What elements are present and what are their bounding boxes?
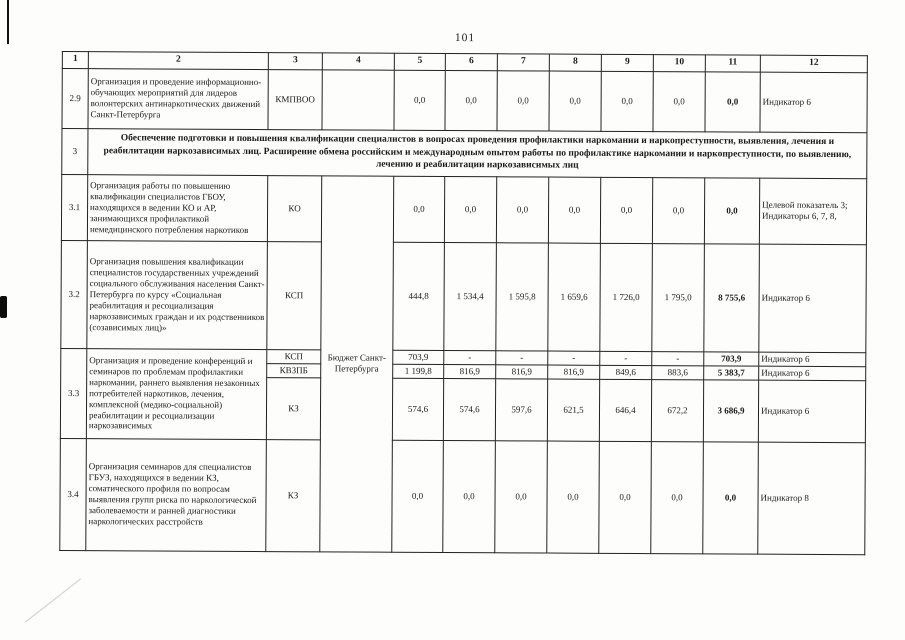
indicator-cell: Индикатор 6 xyxy=(759,244,867,353)
indicator-cell: Целевой показатель 3; Индикаторы 6, 7, 8, xyxy=(759,178,866,245)
budget-source-cell: Бюджет Санкт-Петербурга xyxy=(320,175,394,551)
scan-artifact xyxy=(0,296,7,318)
total-cell: 8 755,6 xyxy=(704,243,760,351)
value-cell: 672,2 xyxy=(651,379,703,441)
header-col: 3 xyxy=(268,53,322,70)
scan-artifact xyxy=(25,579,81,623)
table-row-3-4 xyxy=(60,438,866,554)
value-cell: 574,6 xyxy=(392,378,443,440)
indicator-cell: Индикатор 8 xyxy=(758,442,866,555)
value-cell: - xyxy=(496,350,548,364)
value-cell: 1 199,8 xyxy=(393,364,444,378)
activity-cell: Организация и проведение конференций и семинаров по проблемам профилактики наркомании, раннего выявления незаконных потребителей наркотиков, лечения, комплексной (медико-социальной) реабилитации и ресоциализации наркозависимых xyxy=(86,348,266,439)
value-cell: 703,9 xyxy=(393,350,444,364)
value-cell: 597,6 xyxy=(495,378,547,440)
table-section-row-3 xyxy=(62,128,867,178)
value-cell: 849,6 xyxy=(600,365,652,379)
page-content xyxy=(59,30,868,555)
program-activities-table xyxy=(59,51,868,555)
value-cell: 0,0 xyxy=(443,440,496,552)
row-num-cell: 2.9 xyxy=(62,68,88,128)
value-cell: 0,0 xyxy=(392,440,444,552)
row-num-cell: 3 xyxy=(62,128,88,174)
value-cell: 1 659,6 xyxy=(548,243,601,351)
activity-cell: Организация и проведение информационно-обучающих мероприятий для лидеров волонтерских антинаркотических движений Санкт-Петербурга xyxy=(88,68,268,129)
total-cell: 703,9 xyxy=(704,351,759,365)
executor-cell: КО xyxy=(267,175,321,241)
value-cell: 0,0 xyxy=(444,176,496,242)
value-cell: 0,0 xyxy=(393,176,444,242)
row-num-cell: 3.2 xyxy=(61,240,88,348)
value-cell: 1 595,8 xyxy=(496,242,549,350)
indicator-cell: Индикатор 6 xyxy=(758,380,865,443)
value-cell: 574,6 xyxy=(443,378,495,440)
value-cell: 0,0 xyxy=(497,70,549,130)
executor-cell: КСП xyxy=(267,241,322,349)
value-cell: 0,0 xyxy=(549,71,601,131)
header-col: 12 xyxy=(760,55,867,72)
table-row-2-9 xyxy=(62,68,867,132)
value-cell: 646,4 xyxy=(599,379,651,441)
value-cell: 0,0 xyxy=(547,441,600,553)
row-num-cell: 3.3 xyxy=(60,348,86,438)
value-cell: 0,0 xyxy=(652,177,704,243)
header-col: 11 xyxy=(705,55,760,72)
header-col: 6 xyxy=(445,54,497,71)
value-cell: 1 726,0 xyxy=(600,243,653,351)
header-col: 5 xyxy=(394,53,445,70)
row-num-cell: 3.1 xyxy=(61,174,87,240)
value-cell: 0,0 xyxy=(599,441,652,553)
activity-cell: Организация работы по повышению квалификации специалистов ГБОУ, находящихся в ведении КО и АР, занимающихся профилактикой немедицинского потребления наркотиков xyxy=(87,174,267,241)
header-col: 10 xyxy=(653,55,705,72)
value-cell: 0,0 xyxy=(651,441,704,553)
value-cell: 816,9 xyxy=(444,364,496,378)
budget-cell-empty xyxy=(322,69,394,129)
header-col: 2 xyxy=(88,52,268,70)
executor-cell: КСП xyxy=(267,349,321,363)
total-cell: 0,0 xyxy=(704,177,759,243)
value-cell: 1 795,0 xyxy=(652,243,705,351)
value-cell: 0,0 xyxy=(495,440,548,552)
indicator-cell: Индикатор 6 xyxy=(759,352,866,367)
executor-cell: КМПВОО xyxy=(268,69,322,129)
value-cell: 0,0 xyxy=(601,71,653,131)
value-cell: 0,0 xyxy=(548,177,600,243)
executor-cell: КЗ xyxy=(266,439,321,551)
value-cell: 816,9 xyxy=(548,365,600,379)
executor-cell: КЗ xyxy=(266,377,320,439)
header-col: 1 xyxy=(62,52,88,69)
activity-cell: Организация семинаров для специалистов ГБУЗ, находящихся в ведении КЗ, соматического профиля по вопросам выявления групп риска по наркологической заболеваемости и ранней диагностики наркологических расстройств xyxy=(86,438,267,551)
header-col: 4 xyxy=(322,53,394,70)
table-row-3-1 xyxy=(61,174,866,244)
value-cell: - xyxy=(548,351,600,365)
value-cell: 0,0 xyxy=(496,176,548,242)
header-col: 9 xyxy=(601,54,653,71)
total-cell: 3 686,9 xyxy=(703,379,758,441)
value-cell: - xyxy=(444,350,496,364)
header-col: 8 xyxy=(549,54,601,71)
page-number: 101 xyxy=(454,32,476,45)
value-cell: 0,0 xyxy=(600,177,652,243)
section-title-cell: Обеспечение подготовки и повышения квалификации специалистов в вопросах проведения профилактики наркомании и наркопреступности, выявления, лечения и реабилитации наркозависимых лиц. Расширение обмена российским и международным опытом работы по профилактике наркомании и наркопреступности, по выявлению, лечению и реабилитации наркозависимых лиц xyxy=(88,128,867,178)
value-cell: 621,5 xyxy=(547,379,599,441)
table-row-3-2 xyxy=(61,240,867,352)
header-col: 7 xyxy=(497,54,549,71)
value-cell: 1 534,4 xyxy=(444,242,497,350)
value-cell: 0,0 xyxy=(394,70,445,130)
value-cell: 0,0 xyxy=(653,71,705,131)
indicator-cell: Индикатор 6 xyxy=(759,366,866,381)
scan-artifact xyxy=(7,0,9,44)
value-cell: - xyxy=(652,351,704,365)
executor-cell: КВЗПБ xyxy=(267,363,321,377)
value-cell: 0,0 xyxy=(445,70,497,130)
activity-cell: Организация повышения квалификации специалистов государственных учреждений социального обслуживания населения Санкт-Петербурга по курсу «Социальная реабилитация и ресоциализация наркозависимых граждан и их родственников (созависимых лиц)» xyxy=(87,240,268,349)
row-num-cell: 3.4 xyxy=(60,438,87,550)
value-cell: 816,9 xyxy=(496,364,548,378)
total-cell: 5 383,7 xyxy=(704,365,759,379)
value-cell: - xyxy=(600,351,652,365)
total-cell: 0,0 xyxy=(703,441,759,553)
value-cell: 883,6 xyxy=(652,365,704,379)
value-cell: 444,8 xyxy=(393,242,445,350)
total-cell: 0,0 xyxy=(705,71,760,131)
indicator-cell: Индикатор 6 xyxy=(760,72,867,133)
